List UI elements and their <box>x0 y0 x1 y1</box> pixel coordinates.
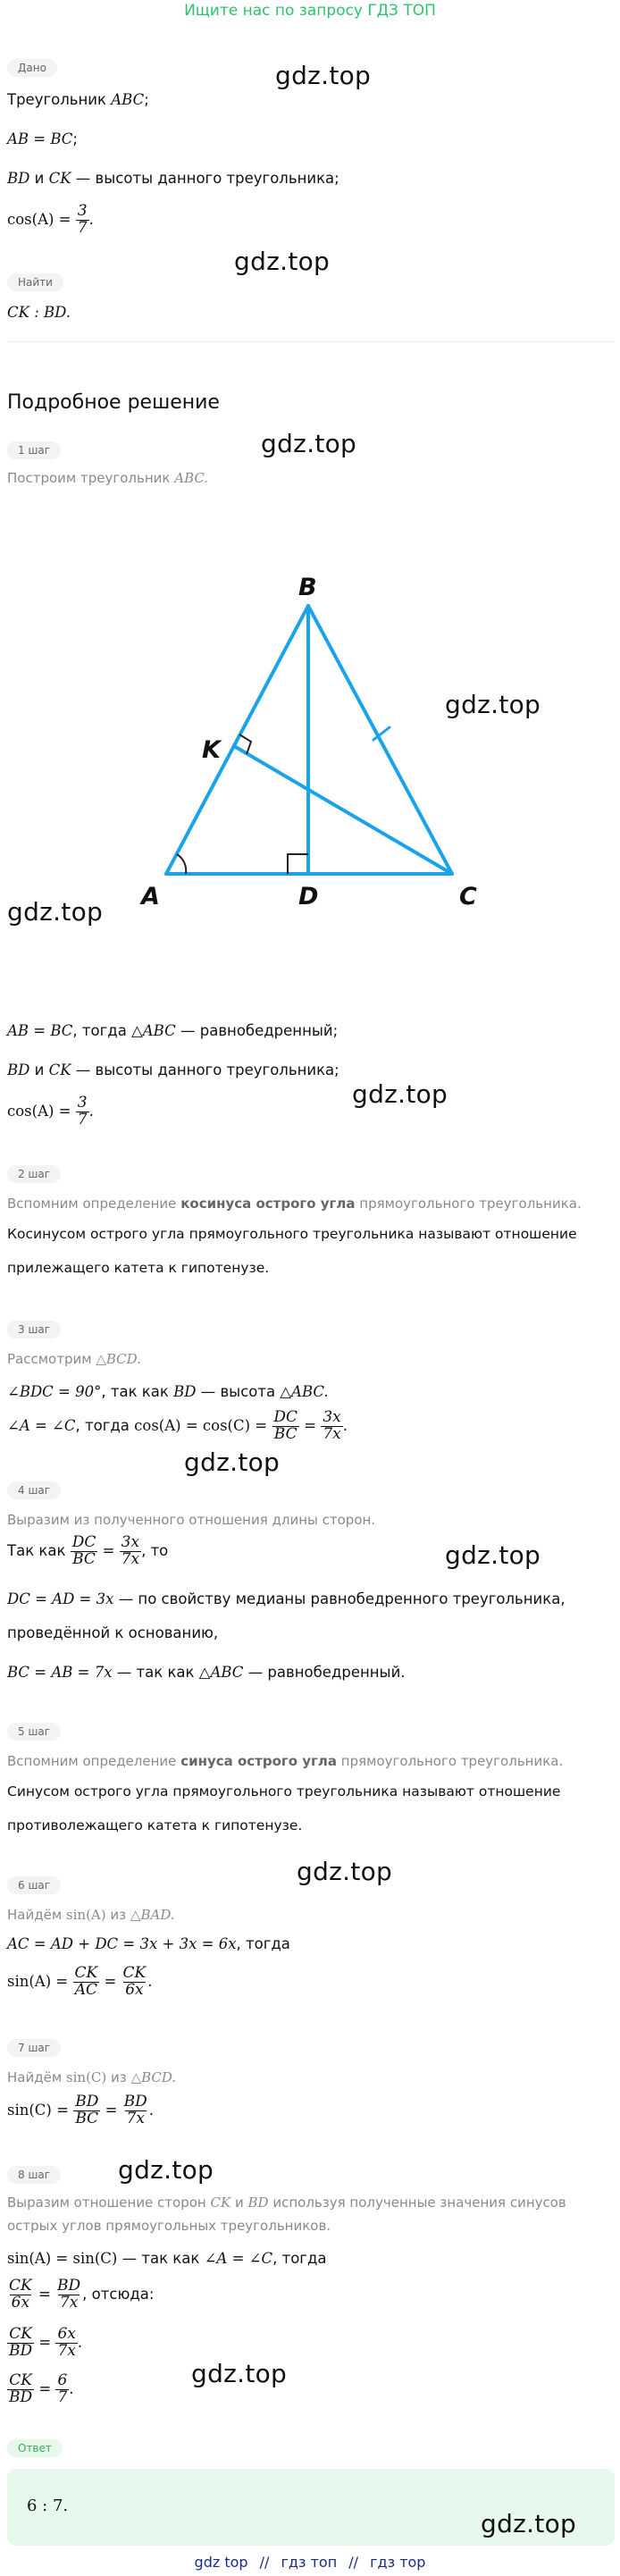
step4-line4: BC = AB = 7x — так как △ABC — равнобедренный. <box>7 1664 406 1681</box>
fraction: $\frac{BD}{BC}$ <box>75 2093 99 2127</box>
step1b-line1: AB = BC, тогда △ABC — равнобедренный; <box>7 1022 339 1039</box>
step4-line1: Так как $\frac{DC}{BC}$ = $\frac{3x}{7x}$ , то <box>7 1533 169 1568</box>
watermark: gdz.top <box>297 1857 393 1886</box>
step6-text: Найдём sin(A) из △BAD. <box>7 1907 175 1923</box>
watermark: gdz.top <box>352 1079 448 1109</box>
fraction: $\frac{BD}{7x}$ <box>57 2277 81 2312</box>
right-angle-d <box>288 854 308 874</box>
step1b-line2: BD и CK — высоты данного треугольника; <box>7 1061 339 1078</box>
fraction: $\frac{3x}{7x}$ <box>323 1408 341 1443</box>
watermark: gdz.top <box>275 61 372 90</box>
fraction: $\frac{6}{7}$ <box>57 2371 68 2406</box>
step1-tag: 1 шаг <box>7 441 61 459</box>
step6-tag: 6 шаг <box>7 1876 61 1894</box>
fraction: $\frac{3}{7}$ <box>77 202 88 237</box>
angle-a-arc <box>177 854 186 874</box>
solution-title: Подробное решение <box>7 391 220 414</box>
answer-value: 6 : 7. <box>27 2496 69 2515</box>
step4-line3: проведённой к основанию, <box>7 1624 219 1641</box>
step5-def1: Синусом острого угла прямоугольного треугольника называют отношение <box>7 1783 561 1800</box>
step3-tag: 3 шаг <box>7 1321 61 1338</box>
watermark: gdz.top <box>234 247 331 276</box>
step7-line: sin(C) = $\frac{BD}{BC}$ = $\frac{BD}{7x}$ . <box>7 2093 155 2127</box>
step8-tag: 8 шаг <box>7 2166 61 2184</box>
watermark: gdz.top <box>191 2359 288 2388</box>
find-tag: Найти <box>7 273 63 291</box>
footer: gdz top // гдз топ // гдз тор <box>194 2554 426 2571</box>
given-eq1: AB = BC; <box>7 130 78 147</box>
given-tag: Дано <box>7 59 57 77</box>
label-b: B <box>298 574 317 601</box>
fraction: $\frac{CK}{6x}$ <box>122 1964 147 1999</box>
side-ab <box>166 606 308 874</box>
watermark: gdz.top <box>7 897 104 927</box>
find-expr: CK : BD. <box>7 304 71 321</box>
step8-eq3: $\frac{CK}{BD}$ = $\frac{6}{7}$ . <box>9 2371 74 2406</box>
step7-text: Найдём sin(C) из △BCD. <box>7 2069 177 2085</box>
fraction: $\frac{CK}{AC}$ <box>74 1964 98 1999</box>
step8-eq2: $\frac{CK}{BD}$ = $\frac{6x}{7x}$ . <box>9 2325 83 2360</box>
fraction: $\frac{DC}{BC}$ <box>273 1408 298 1443</box>
step8-line1: sin(A) = sin(C) — так как ∠A = ∠C, тогда <box>7 2250 327 2267</box>
step3-line2: ∠A = ∠C, тогда cos(A) = cos(C) = $\frac{DC}{BC}$ = $\frac{3x}{7x}$ . <box>7 1408 348 1443</box>
step2-tag: 2 шаг <box>7 1165 61 1183</box>
label-a: A <box>141 883 160 910</box>
step8-text2: острых углов прямоугольных треугольников. <box>7 2218 331 2234</box>
fraction: $\frac{3x}{7x}$ <box>121 1533 140 1568</box>
footer-link-1[interactable]: gdz top <box>194 2554 248 2571</box>
watermark: gdz.top <box>445 690 541 719</box>
step2-def2: прилежащего катета к гипотенузе. <box>7 1260 270 1276</box>
given-triangle: Треугольник ABC; <box>7 91 149 108</box>
watermark: gdz.top <box>445 1540 541 1570</box>
fraction: $\frac{6x}{7x}$ <box>57 2325 76 2360</box>
step1b-cos: cos(A) = $\frac{3}{7}$ . <box>7 1094 94 1129</box>
step4-tag: 4 шаг <box>7 1481 61 1499</box>
watermark: gdz.top <box>184 1447 281 1477</box>
watermark: gdz.top <box>261 429 357 458</box>
label-c: C <box>459 883 477 910</box>
fraction: $\frac{DC}{BC}$ <box>71 1533 96 1568</box>
fraction: $\frac{CK}{6x}$ <box>9 2277 32 2312</box>
fraction: $\frac{3}{7}$ <box>77 1094 88 1129</box>
step6-line2: sin(A) = $\frac{CK}{AC}$ = $\frac{CK}{6x}$ . <box>7 1964 153 1999</box>
footer-link-3[interactable]: гдз тор <box>370 2554 426 2571</box>
step5-intro: Вспомним определение синуса острого угла прямоугольного треугольника. <box>7 1753 564 1769</box>
step4-text: Выразим из полученного отношения длины сторон. <box>7 1512 376 1528</box>
fraction: $\frac{CK}{BD}$ <box>9 2325 33 2360</box>
step7-tag: 7 шаг <box>7 2039 61 2057</box>
step8-eq1: $\frac{CK}{6x}$ = $\frac{BD}{7x}$ , отсюда: <box>9 2277 155 2312</box>
watermark: gdz.top <box>118 2155 214 2185</box>
step8-text1: Выразим отношение сторон CK и BD используя полученные значения синусов <box>7 2194 566 2211</box>
step1-text: Построим треугольник ABC. <box>7 470 209 486</box>
divider <box>7 341 615 342</box>
step4-line2: DC = AD = 3x — по свойству медианы равнобедренного треугольника, <box>7 1590 566 1607</box>
label-d: D <box>298 883 319 910</box>
step2-intro: Вспомним определение косинуса острого угла прямоугольного треугольника. <box>7 1196 582 1212</box>
given-heights: BD и CK — высоты данного треугольника; <box>7 170 339 187</box>
fraction: $\frac{BD}{7x}$ <box>123 2093 147 2127</box>
watermark: gdz.top <box>481 2509 577 2538</box>
given-cos: cos(A) = $\frac{3}{7}$ . <box>7 202 94 237</box>
step3-line1: ∠BDC = 90°, так как BD — высота △ABC. <box>7 1383 329 1400</box>
step5-def2: противолежащего катета к гипотенузе. <box>7 1817 303 1833</box>
step2-def1: Косинусом острого угла прямоугольного треугольника называют отношение <box>7 1226 577 1242</box>
label-k: K <box>202 736 221 764</box>
step5-tag: 5 шаг <box>7 1723 61 1741</box>
triangle-figure <box>0 554 620 911</box>
fraction: $\frac{CK}{BD}$ <box>9 2371 33 2406</box>
footer-link-2[interactable]: гдз топ <box>281 2554 338 2571</box>
step3-text: Рассмотрим △BCD. <box>7 1351 141 1367</box>
answer-tag: Ответ <box>7 2439 63 2457</box>
step6-line1: AC = AD + DC = 3x + 3x = 6x, тогда <box>7 1935 290 1952</box>
top-banner[interactable]: Ищите нас по запросу ГДЗ ТОП <box>184 2 436 20</box>
